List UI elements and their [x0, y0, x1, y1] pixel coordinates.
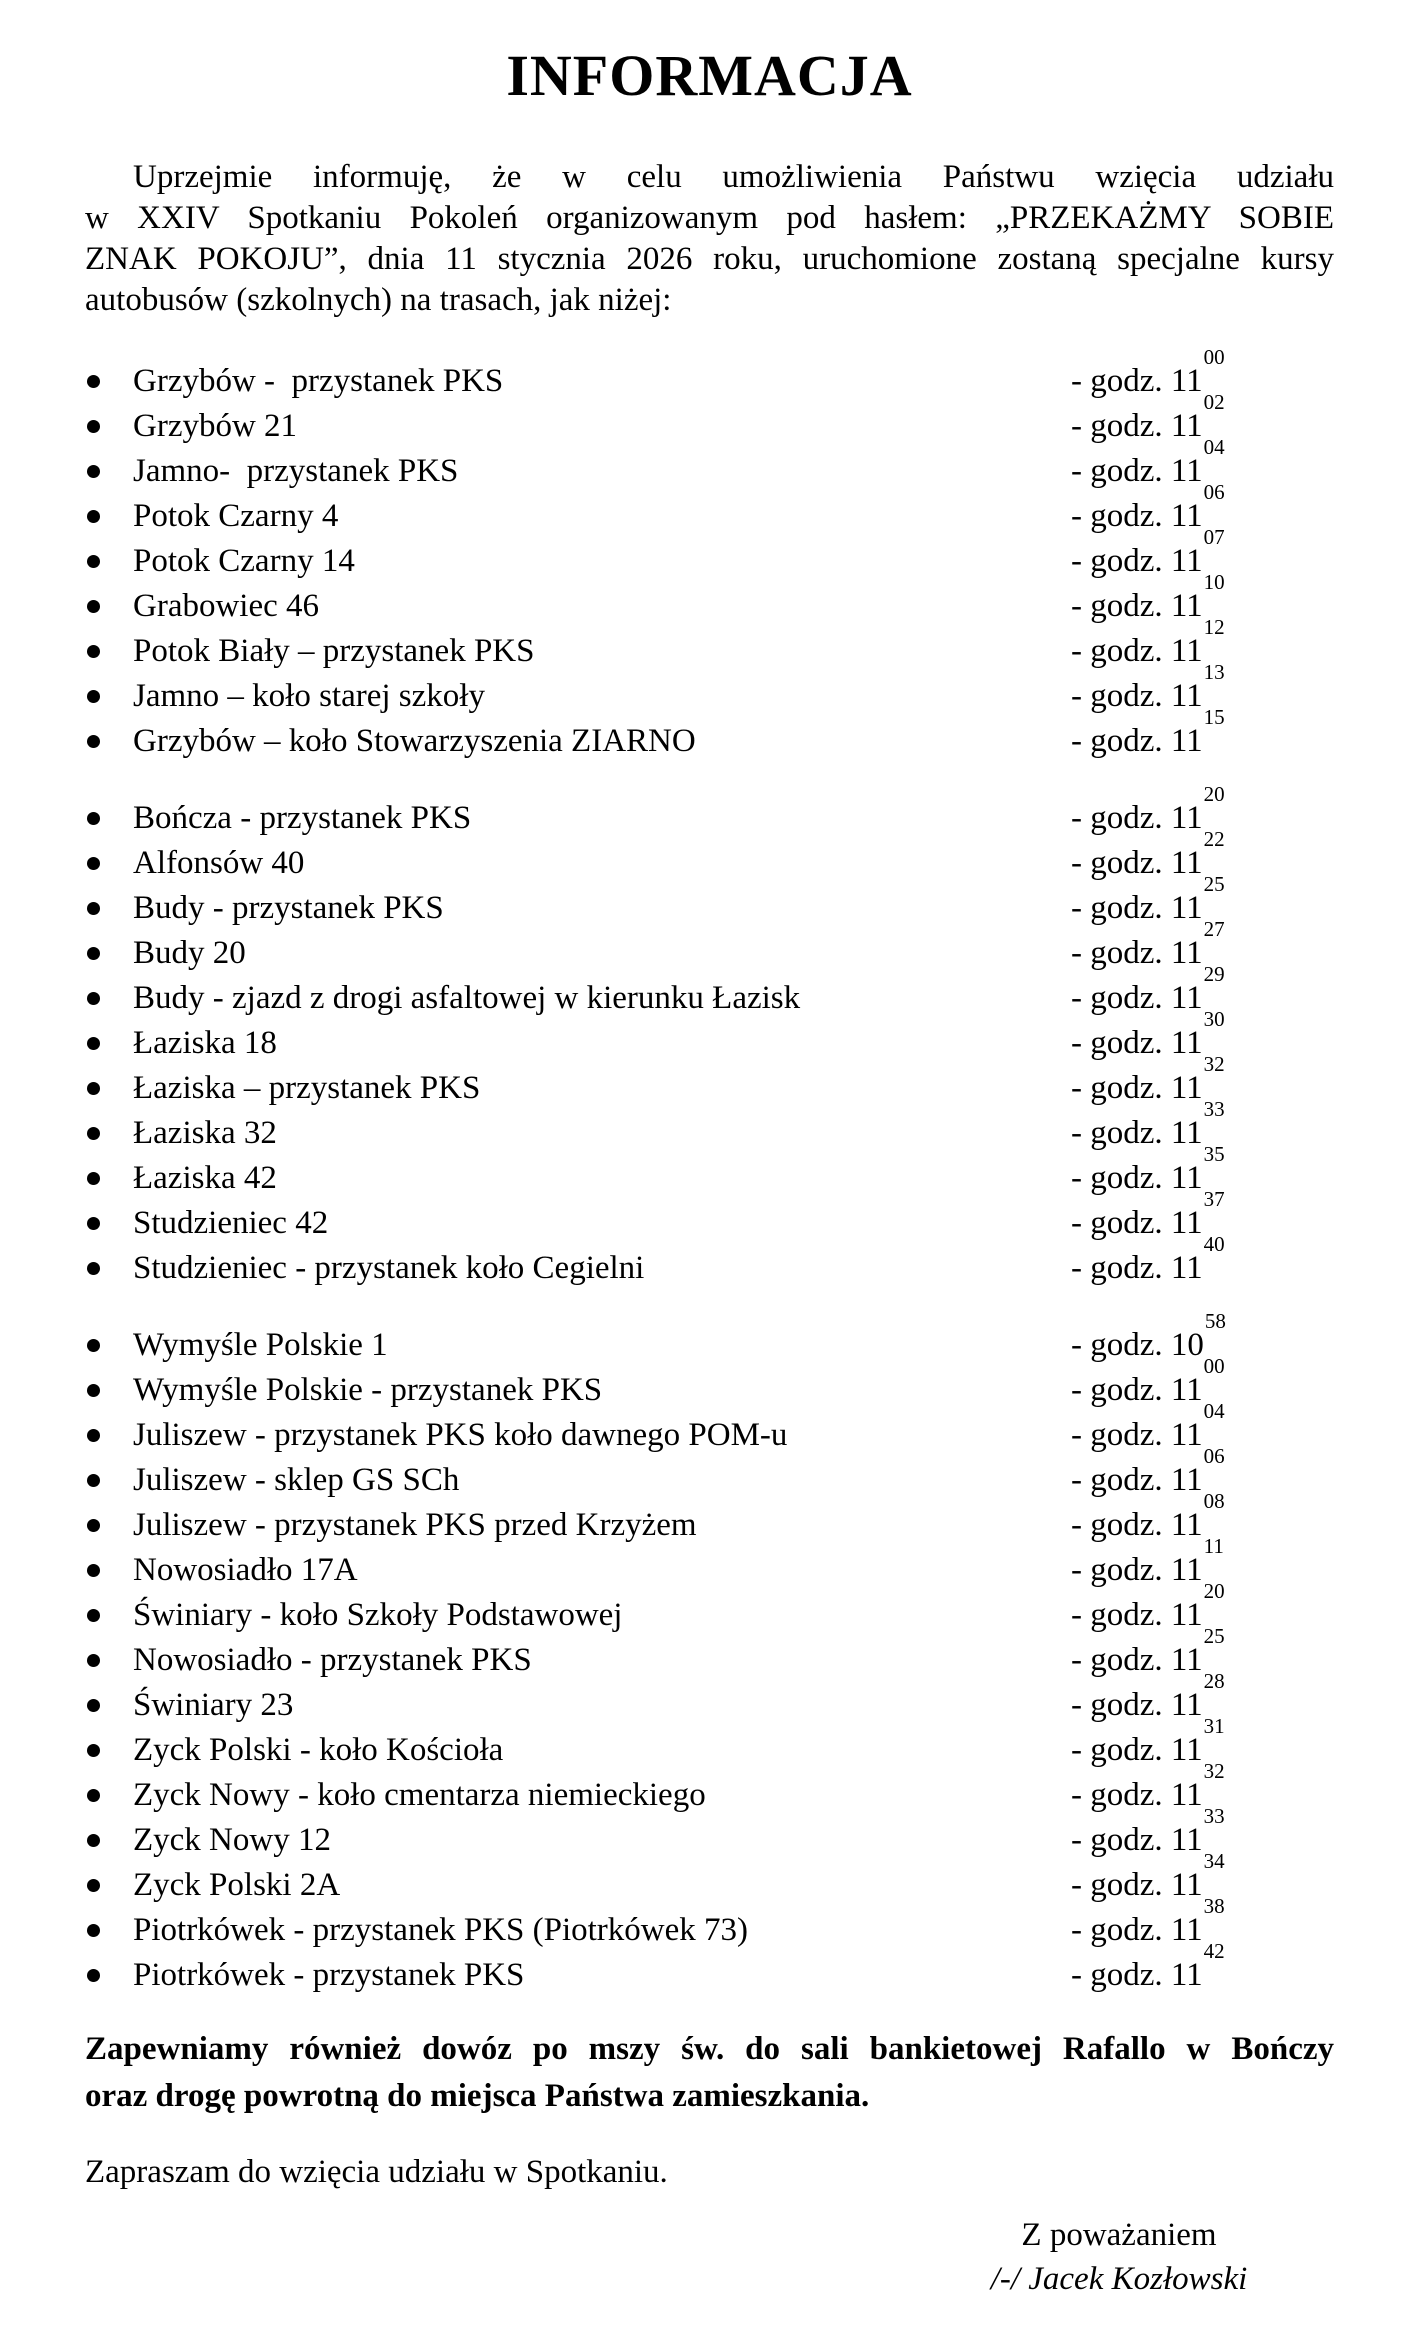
time-minutes: 00	[1203, 1354, 1225, 1378]
intro-paragraph	[85, 157, 1334, 321]
departure-time: - godz. $11^{20}$	[1071, 782, 1225, 836]
schedule-list-2	[85, 782, 1334, 1291]
time-minutes: 07	[1203, 525, 1225, 549]
bullet-icon	[87, 992, 100, 1005]
stop-name: Grabowiec 46	[133, 588, 320, 624]
bullet-icon	[87, 1699, 100, 1712]
bullet-icon	[87, 1217, 100, 1230]
schedule-list-1	[85, 345, 1334, 764]
time-minutes: 58	[1204, 1309, 1226, 1333]
stop-name: Piotrkówek - przystanek PKS	[133, 1957, 525, 1993]
schedule-row	[85, 962, 1334, 1021]
schedule-row	[85, 1669, 1334, 1728]
time-minutes: 34	[1203, 1849, 1225, 1873]
departure-time: - godz. $11^{22}$	[1071, 827, 1225, 881]
schedule-row	[85, 1354, 1334, 1413]
departure-time: - godz. $11^{12}$	[1071, 615, 1225, 669]
time-minutes: 38	[1203, 1894, 1225, 1918]
intro-line: autobusów (szkolnych) na trasach, jak niżej:	[85, 282, 672, 318]
departure-time: - godz. $11^{04}$	[1071, 1399, 1225, 1453]
schedule-row	[85, 1624, 1334, 1683]
departure-time: - godz. $11^{25}$	[1071, 1624, 1225, 1678]
schedule-row	[85, 1444, 1334, 1503]
departure-time: - godz. $11^{06}$	[1071, 1444, 1225, 1498]
schedule-row	[85, 917, 1334, 976]
bullet-icon	[87, 600, 100, 613]
time-minutes: 20	[1203, 1579, 1225, 1603]
schedule-row	[85, 1052, 1334, 1111]
stop-name: Juliszew - przystanek PKS koło dawnego POM-u	[133, 1417, 788, 1453]
schedule-row	[85, 1939, 1334, 1998]
bullet-icon	[87, 1172, 100, 1185]
schedule-row	[85, 705, 1334, 764]
schedule-row	[85, 1579, 1334, 1638]
stop-name: Alfonsów 40	[133, 845, 305, 881]
stop-name: Grzybów 21	[133, 408, 298, 444]
stop-name: Zyck Polski 2A	[133, 1867, 341, 1903]
page-title: INFORMACJA	[506, 43, 913, 108]
stop-name: Budy - przystanek PKS	[133, 890, 444, 926]
schedule-row	[85, 1714, 1334, 1773]
time-minutes: 11	[1203, 1534, 1224, 1558]
time-minutes: 32	[1203, 1052, 1225, 1076]
schedule-row	[85, 1804, 1334, 1863]
time-minutes: 32	[1203, 1759, 1225, 1783]
bullet-icon	[87, 1474, 100, 1487]
stop-name: Jamno – koło starej szkoły	[133, 678, 485, 714]
time-minutes: 33	[1203, 1097, 1225, 1121]
invitation-line: Zapraszam do wzięcia udziału w Spotkaniu.	[85, 2154, 668, 2190]
departure-time: - godz. $11^{28}$	[1071, 1669, 1225, 1723]
time-minutes: 42	[1203, 1939, 1225, 1963]
schedule-row	[85, 1489, 1334, 1548]
departure-time: - godz. $11^{06}$	[1071, 480, 1225, 534]
schedule-row	[85, 1534, 1334, 1593]
intro-line: ZNAK POKOJU”, dnia 11 stycznia 2026 roku, uruchomione zostaną specjalne kursy	[85, 241, 1334, 277]
time-minutes: 27	[1203, 917, 1225, 941]
schedule-row	[85, 1142, 1334, 1201]
bullet-icon	[87, 1879, 100, 1892]
departure-time: - godz. $11^{10}$	[1071, 570, 1225, 624]
schedule-row	[85, 390, 1334, 449]
bullet-icon	[87, 735, 100, 748]
time-minutes: 15	[1203, 705, 1225, 729]
departure-time: - godz. $11^{29}$	[1071, 962, 1225, 1016]
stop-name: Piotrkówek - przystanek PKS (Piotrkówek 73)	[133, 1912, 749, 1948]
bullet-icon	[87, 645, 100, 658]
stop-name: Juliszew - sklep GS SCh	[133, 1462, 460, 1498]
stop-name: Potok Biały – przystanek PKS	[133, 633, 535, 669]
bullet-icon	[87, 465, 100, 478]
stop-name: Studzieniec - przystanek koło Cegielni	[133, 1250, 645, 1286]
stop-name: Świniary - koło Szkoły Podstawowej	[133, 1597, 623, 1633]
schedule-row	[85, 1894, 1334, 1953]
stop-name: Potok Czarny 14	[133, 543, 355, 579]
time-minutes: 40	[1203, 1232, 1225, 1256]
departure-time: - godz. $11^{35}$	[1071, 1142, 1225, 1196]
time-minutes: 04	[1203, 435, 1225, 459]
schedule-list-3	[85, 1309, 1334, 1998]
bullet-icon	[87, 690, 100, 703]
bullet-icon	[87, 1924, 100, 1937]
bullet-icon	[87, 812, 100, 825]
time-minutes: 33	[1203, 1804, 1225, 1828]
departure-time: - godz. $11^{00}$	[1071, 345, 1225, 399]
stop-name: Łaziska 42	[133, 1160, 277, 1196]
schedule-row	[85, 1759, 1334, 1818]
stop-name: Nowosiadło 17A	[133, 1552, 358, 1588]
bullet-icon	[87, 555, 100, 568]
time-minutes: 28	[1203, 1669, 1225, 1693]
bullet-icon	[87, 902, 100, 915]
time-minutes: 25	[1203, 872, 1225, 896]
schedule-row	[85, 480, 1334, 539]
time-minutes: 25	[1203, 1624, 1225, 1648]
bullet-icon	[87, 1564, 100, 1577]
stop-name: Budy 20	[133, 935, 246, 971]
time-minutes: 30	[1203, 1007, 1225, 1031]
departure-time: - godz. $11^{25}$	[1071, 872, 1225, 926]
time-minutes: 00	[1203, 345, 1225, 369]
departure-time: - godz. $11^{32}$	[1071, 1759, 1225, 1813]
departure-time: - godz. $11^{20}$	[1071, 1579, 1225, 1633]
departure-time: - godz. $11^{32}$	[1071, 1052, 1225, 1106]
schedule-row	[85, 827, 1334, 886]
bullet-icon	[87, 1834, 100, 1847]
departure-time: - godz. $11^{34}$	[1071, 1849, 1225, 1903]
bullet-icon	[87, 1339, 100, 1352]
schedule-row	[85, 435, 1334, 494]
schedule-row	[85, 345, 1334, 404]
schedule-row	[85, 1399, 1334, 1458]
time-minutes: 02	[1203, 390, 1225, 414]
stop-name: Świniary 23	[133, 1687, 294, 1723]
departure-time: - godz. $11^{30}$	[1071, 1007, 1225, 1061]
schedule-row	[85, 615, 1334, 674]
time-minutes: 37	[1203, 1187, 1225, 1211]
schedule-row	[85, 660, 1334, 719]
time-minutes: 20	[1203, 782, 1225, 806]
departure-time: - godz. $11^{02}$	[1071, 390, 1225, 444]
bullet-icon	[87, 857, 100, 870]
time-minutes: 04	[1203, 1399, 1225, 1423]
departure-time: - godz. $10^{58}$	[1071, 1309, 1226, 1363]
stop-name: Nowosiadło - przystanek PKS	[133, 1642, 532, 1678]
departure-time: - godz. $11^{04}$	[1071, 435, 1225, 489]
intro-line: Uprzejmie informuję, że w celu umożliwienia Państwu wzięcia udziału	[133, 159, 1334, 195]
stop-name: Bończa - przystanek PKS	[133, 800, 472, 836]
departure-time: - godz. $11^{15}$	[1071, 705, 1225, 759]
schedule-row	[85, 1007, 1334, 1066]
time-minutes: 08	[1203, 1489, 1225, 1513]
schedule-row	[85, 1849, 1334, 1908]
bullet-icon	[87, 1654, 100, 1667]
schedule-row	[85, 1232, 1334, 1291]
signature-name: /-/ Jacek Kozłowski	[990, 2261, 1248, 2297]
stop-name: Grzybów - przystanek PKS	[133, 363, 504, 399]
time-minutes: 10	[1203, 570, 1225, 594]
bullet-icon	[87, 1127, 100, 1140]
stop-name: Budy - zjazd z drogi asfaltowej w kierunku Łazisk	[133, 980, 801, 1016]
departure-time: - godz. $11^{11}$	[1071, 1534, 1224, 1588]
time-minutes: 29	[1203, 962, 1225, 986]
bullet-icon	[87, 1384, 100, 1397]
time-minutes: 06	[1203, 1444, 1225, 1468]
time-minutes: 35	[1203, 1142, 1225, 1166]
stop-name: Łaziska 32	[133, 1115, 277, 1151]
closing-line: oraz drogę powrotną do miejsca Państwa zamieszkania.	[85, 2078, 870, 2114]
stop-name: Potok Czarny 4	[133, 498, 339, 534]
departure-time: - godz. $11^{42}$	[1071, 1939, 1225, 1993]
intro-line: w XXIV Spotkaniu Pokoleń organizowanym pod hasłem: „PRZEKAŻMY SOBIE	[85, 200, 1334, 236]
bullet-icon	[87, 510, 100, 523]
stop-name: Grzybów – koło Stowarzyszenia ZIARNO	[133, 723, 696, 759]
time-minutes: 06	[1203, 480, 1225, 504]
stop-name: Studzieniec 42	[133, 1205, 329, 1241]
departure-time: - godz. $11^{33}$	[1071, 1804, 1225, 1858]
bullet-icon	[87, 1429, 100, 1442]
stop-name: Wymyśle Polskie 1	[133, 1327, 388, 1363]
bullet-icon	[87, 420, 100, 433]
departure-time: - godz. $11^{33}$	[1071, 1097, 1225, 1151]
bullet-icon	[87, 375, 100, 388]
bullet-icon	[87, 1519, 100, 1532]
schedule-row	[85, 872, 1334, 931]
schedule-row	[85, 570, 1334, 629]
signature-salutation: Z poważaniem	[1021, 2217, 1217, 2253]
departure-time: - godz. $11^{38}$	[1071, 1894, 1225, 1948]
stop-name: Zyck Nowy - koło cmentarza niemieckiego	[133, 1777, 706, 1813]
stop-name: Zyck Polski - koło Kościoła	[133, 1732, 504, 1768]
bullet-icon	[87, 1744, 100, 1757]
schedule-row	[85, 1309, 1334, 1368]
stop-name: Łaziska – przystanek PKS	[133, 1070, 481, 1106]
schedule-row	[85, 1187, 1334, 1246]
departure-time: - godz. $11^{07}$	[1071, 525, 1225, 579]
stop-name: Wymyśle Polskie - przystanek PKS	[133, 1372, 603, 1408]
departure-time: - godz. $11^{31}$	[1071, 1714, 1225, 1768]
bullet-icon	[87, 1037, 100, 1050]
departure-time: - godz. $11^{37}$	[1071, 1187, 1225, 1241]
bullet-icon	[87, 947, 100, 960]
stop-name: Łaziska 18	[133, 1025, 277, 1061]
schedule-row	[85, 525, 1334, 584]
departure-time: - godz. $11^{13}$	[1071, 660, 1225, 714]
bullet-icon	[87, 1789, 100, 1802]
time-minutes: 13	[1203, 660, 1225, 684]
time-minutes: 31	[1203, 1714, 1225, 1738]
stop-name: Jamno- przystanek PKS	[133, 453, 459, 489]
stop-name: Juliszew - przystanek PKS przed Krzyżem	[133, 1507, 697, 1543]
bullet-icon	[87, 1969, 100, 1982]
closing-line: Zapewniamy również dowóz po mszy św. do sali bankietowej Rafallo w Bończy	[85, 2031, 1334, 2067]
signature-block	[919, 2213, 1319, 2301]
time-minutes: 22	[1203, 827, 1225, 851]
departure-time: - godz. $11^{27}$	[1071, 917, 1225, 971]
schedule-row	[85, 782, 1334, 841]
departure-time: - godz. $11^{00}$	[1071, 1354, 1225, 1408]
departure-time: - godz. $11^{40}$	[1071, 1232, 1225, 1286]
bullet-icon	[87, 1262, 100, 1275]
schedule-row	[85, 1097, 1334, 1156]
closing-note	[85, 2026, 1334, 2120]
bullet-icon	[87, 1609, 100, 1622]
stop-name: Zyck Nowy 12	[133, 1822, 331, 1858]
departure-time: - godz. $11^{08}$	[1071, 1489, 1225, 1543]
bullet-icon	[87, 1082, 100, 1095]
time-minutes: 12	[1203, 615, 1225, 639]
